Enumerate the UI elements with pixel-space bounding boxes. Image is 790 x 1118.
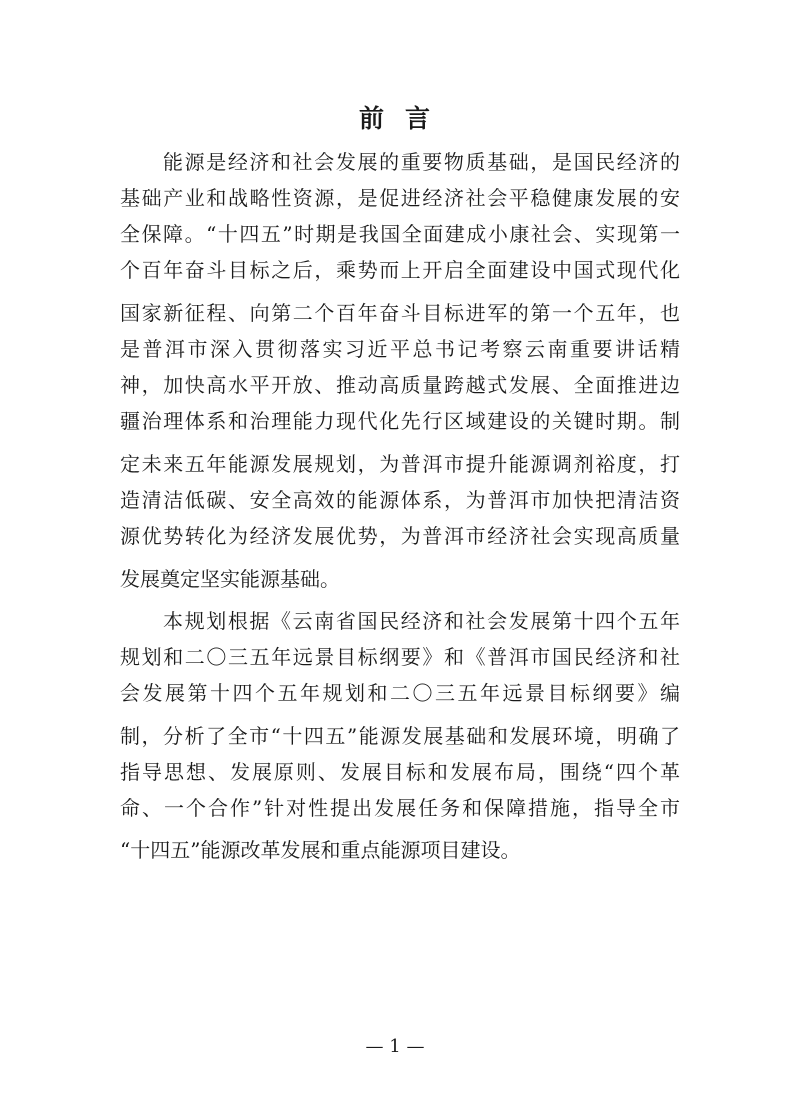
paragraph-line: 神，加快高水平开放、推动高质量跨越式发展、全面推进边 <box>120 373 680 397</box>
paragraph-line: 个百年奋斗目标之后，乘势而上开启全面建设中国式现代化 <box>120 258 680 282</box>
paragraph-line: 疆治理体系和治理能力现代化先行区域建设的关键时期。制 <box>120 409 680 433</box>
paragraph-line: 命、一个合作”针对性提出发展任务和保障措施，指导全市 <box>120 796 680 820</box>
paragraph-line: 会发展第十四个五年规划和二〇三五年远景目标纲要》编 <box>120 681 680 705</box>
paragraph-line: 全保障。“十四五”时期是我国全面建成小康社会、实现第一 <box>120 222 680 246</box>
paragraph-line: 基础产业和战略性资源，是促进经济社会平稳健康发展的安 <box>120 186 680 210</box>
paragraph-line: 是普洱市深入贯彻落实习近平总书记考察云南重要讲话精 <box>120 337 680 361</box>
paragraph-line: 指导思想、发展原则、发展目标和发展布局，围绕“四个革 <box>120 760 680 784</box>
paragraph-line: 发展奠定坚实能源基础。 <box>120 567 340 591</box>
paragraph-line: 本规划根据《云南省国民经济和社会发展第十四个五年 <box>163 609 680 633</box>
page-title <box>0 102 790 136</box>
title-char-1: 前 <box>358 104 385 133</box>
title-char-2: 言 <box>405 104 432 133</box>
page-number: — 1 — <box>365 1036 425 1057</box>
paragraph-line: 源优势转化为经济发展优势，为普洱市经济社会实现高质量 <box>120 524 680 548</box>
paragraph-line: 规划和二〇三五年远景目标纲要》和《普洱市国民经济和社 <box>120 645 680 669</box>
paragraph-line: “十四五”能源改革发展和重点能源项目建设。 <box>120 838 521 862</box>
paragraph-line: 制，分析了全市“十四五”能源发展基础和发展环境，明确了 <box>120 724 680 748</box>
paragraph-line: 造清洁低碳、安全高效的能源体系，为普洱市加快把清洁资 <box>120 488 680 512</box>
paragraph-line: 能源是经济和社会发展的重要物质基础，是国民经济的 <box>163 150 680 174</box>
paragraph-line: 国家新征程、向第二个百年奋斗目标进军的第一个五年，也 <box>120 301 680 325</box>
paragraph-line: 定未来五年能源发展规划，为普洱市提升能源调剂裕度，打 <box>120 452 680 476</box>
